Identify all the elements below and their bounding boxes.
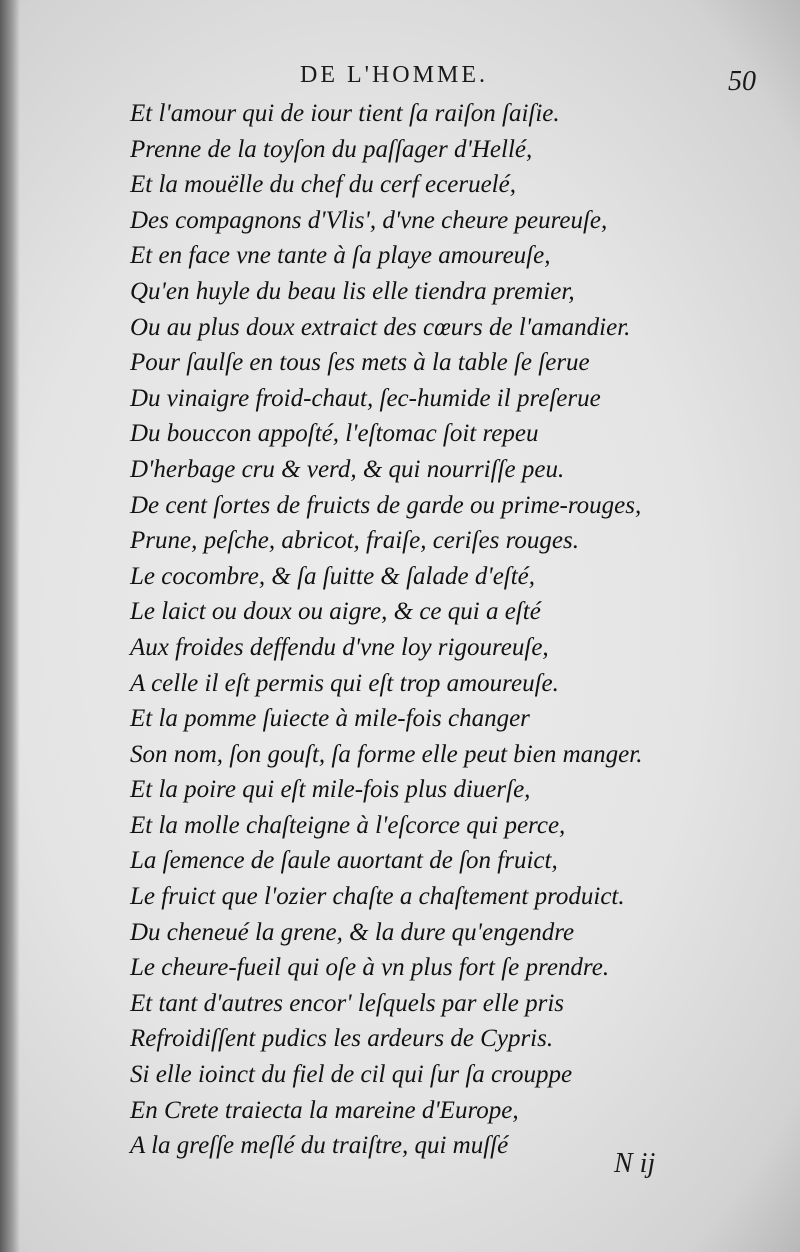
verse-line: Et la poire qui eſt mile-fois plus diuerſe, [130, 776, 531, 804]
verse-line: Et la pomme ſuiecte à mile-fois changer [130, 705, 530, 733]
verse-line: Prenne de la toyſon du paſſager d'Hellé, [130, 135, 533, 163]
verse-line: Le fruict que l'ozier chaſte a chaſtement produict. [130, 883, 625, 911]
verse-line: Pour ſaulſe en tous ſes mets à la table ſe ſerue [130, 349, 590, 377]
verse-line: Du bouccon appoſté, l'eſtomac ſoit repeu [130, 420, 539, 448]
verse-line: De cent ſortes de fruicts de garde ou prime-rouges, [130, 491, 642, 519]
verse-line: A celle il eſt permis qui eſt trop amoureuſe. [130, 669, 559, 697]
verse-line: A la greſſe meſlé du traiſtre, qui muſſé [130, 1132, 509, 1160]
verse-block [130, 96, 770, 1164]
verse-line: Des compagnons d'Vlis', d'vne cheure peureuſe, [130, 206, 608, 234]
verse-line: Si elle ioinct du fiel de cil qui ſur ſa crouppe [130, 1061, 573, 1089]
verse-line: Et la molle chaſteigne à l'eſcorce qui perce, [130, 811, 566, 839]
signature-mark: N ij [614, 1148, 656, 1179]
verse-line: En Crete traiecta la mareine d'Europe, [130, 1096, 519, 1124]
verse-line: La ſemence de ſaule auortant de ſon fruict, [130, 847, 558, 875]
verse-line: Et tant d'autres encor' leſquels par elle pris [130, 989, 565, 1017]
verse-line: Refroidiſſent pudics les ardeurs de Cypris. [130, 1025, 554, 1053]
verse-line: Du vinaigre froid-chaut, ſec-humide il preſerue [130, 384, 601, 412]
verse-line: Son nom, ſon gouſt, ſa forme elle peut bien manger. [130, 740, 643, 768]
verse-line: Prune, peſche, abricot, fraiſe, ceriſes rouges. [130, 527, 579, 555]
verse-line: Le cocombre, & ſa ſuitte & ſalade d'eſté, [130, 562, 536, 590]
verse-line: Du cheneué la grene, & la dure qu'engendre [130, 918, 575, 946]
running-head: DE L'HOMME. [300, 62, 488, 88]
verse-line: Et en face vne tante à ſa playe amoureuſe, [130, 242, 551, 270]
verse-line: Et l'amour qui de iour tient ſa raiſon ſaiſie. [130, 100, 560, 127]
verse-line: Aux froides deffendu d'vne loy rigoureuſe, [130, 633, 549, 661]
verse-line: Et la mouëlle du chef du cerf eceruelé, [130, 171, 516, 199]
binding-gutter [0, 0, 20, 1252]
verse-line: D'herbage cru & verd, & qui nourriſſe peu. [130, 455, 565, 483]
verse-line: Le laict ou doux ou aigre, & ce qui a eſté [130, 598, 541, 626]
verse-line: Qu'en huyle du beau lis elle tiendra premier, [130, 277, 575, 305]
verse-line: Le cheure-fueil qui oſe à vn plus fort ſe prendre. [130, 954, 610, 982]
verse-line: Ou au plus doux extraict des cœurs de l'amandier. [130, 313, 631, 341]
page-number: 50 [728, 66, 756, 97]
